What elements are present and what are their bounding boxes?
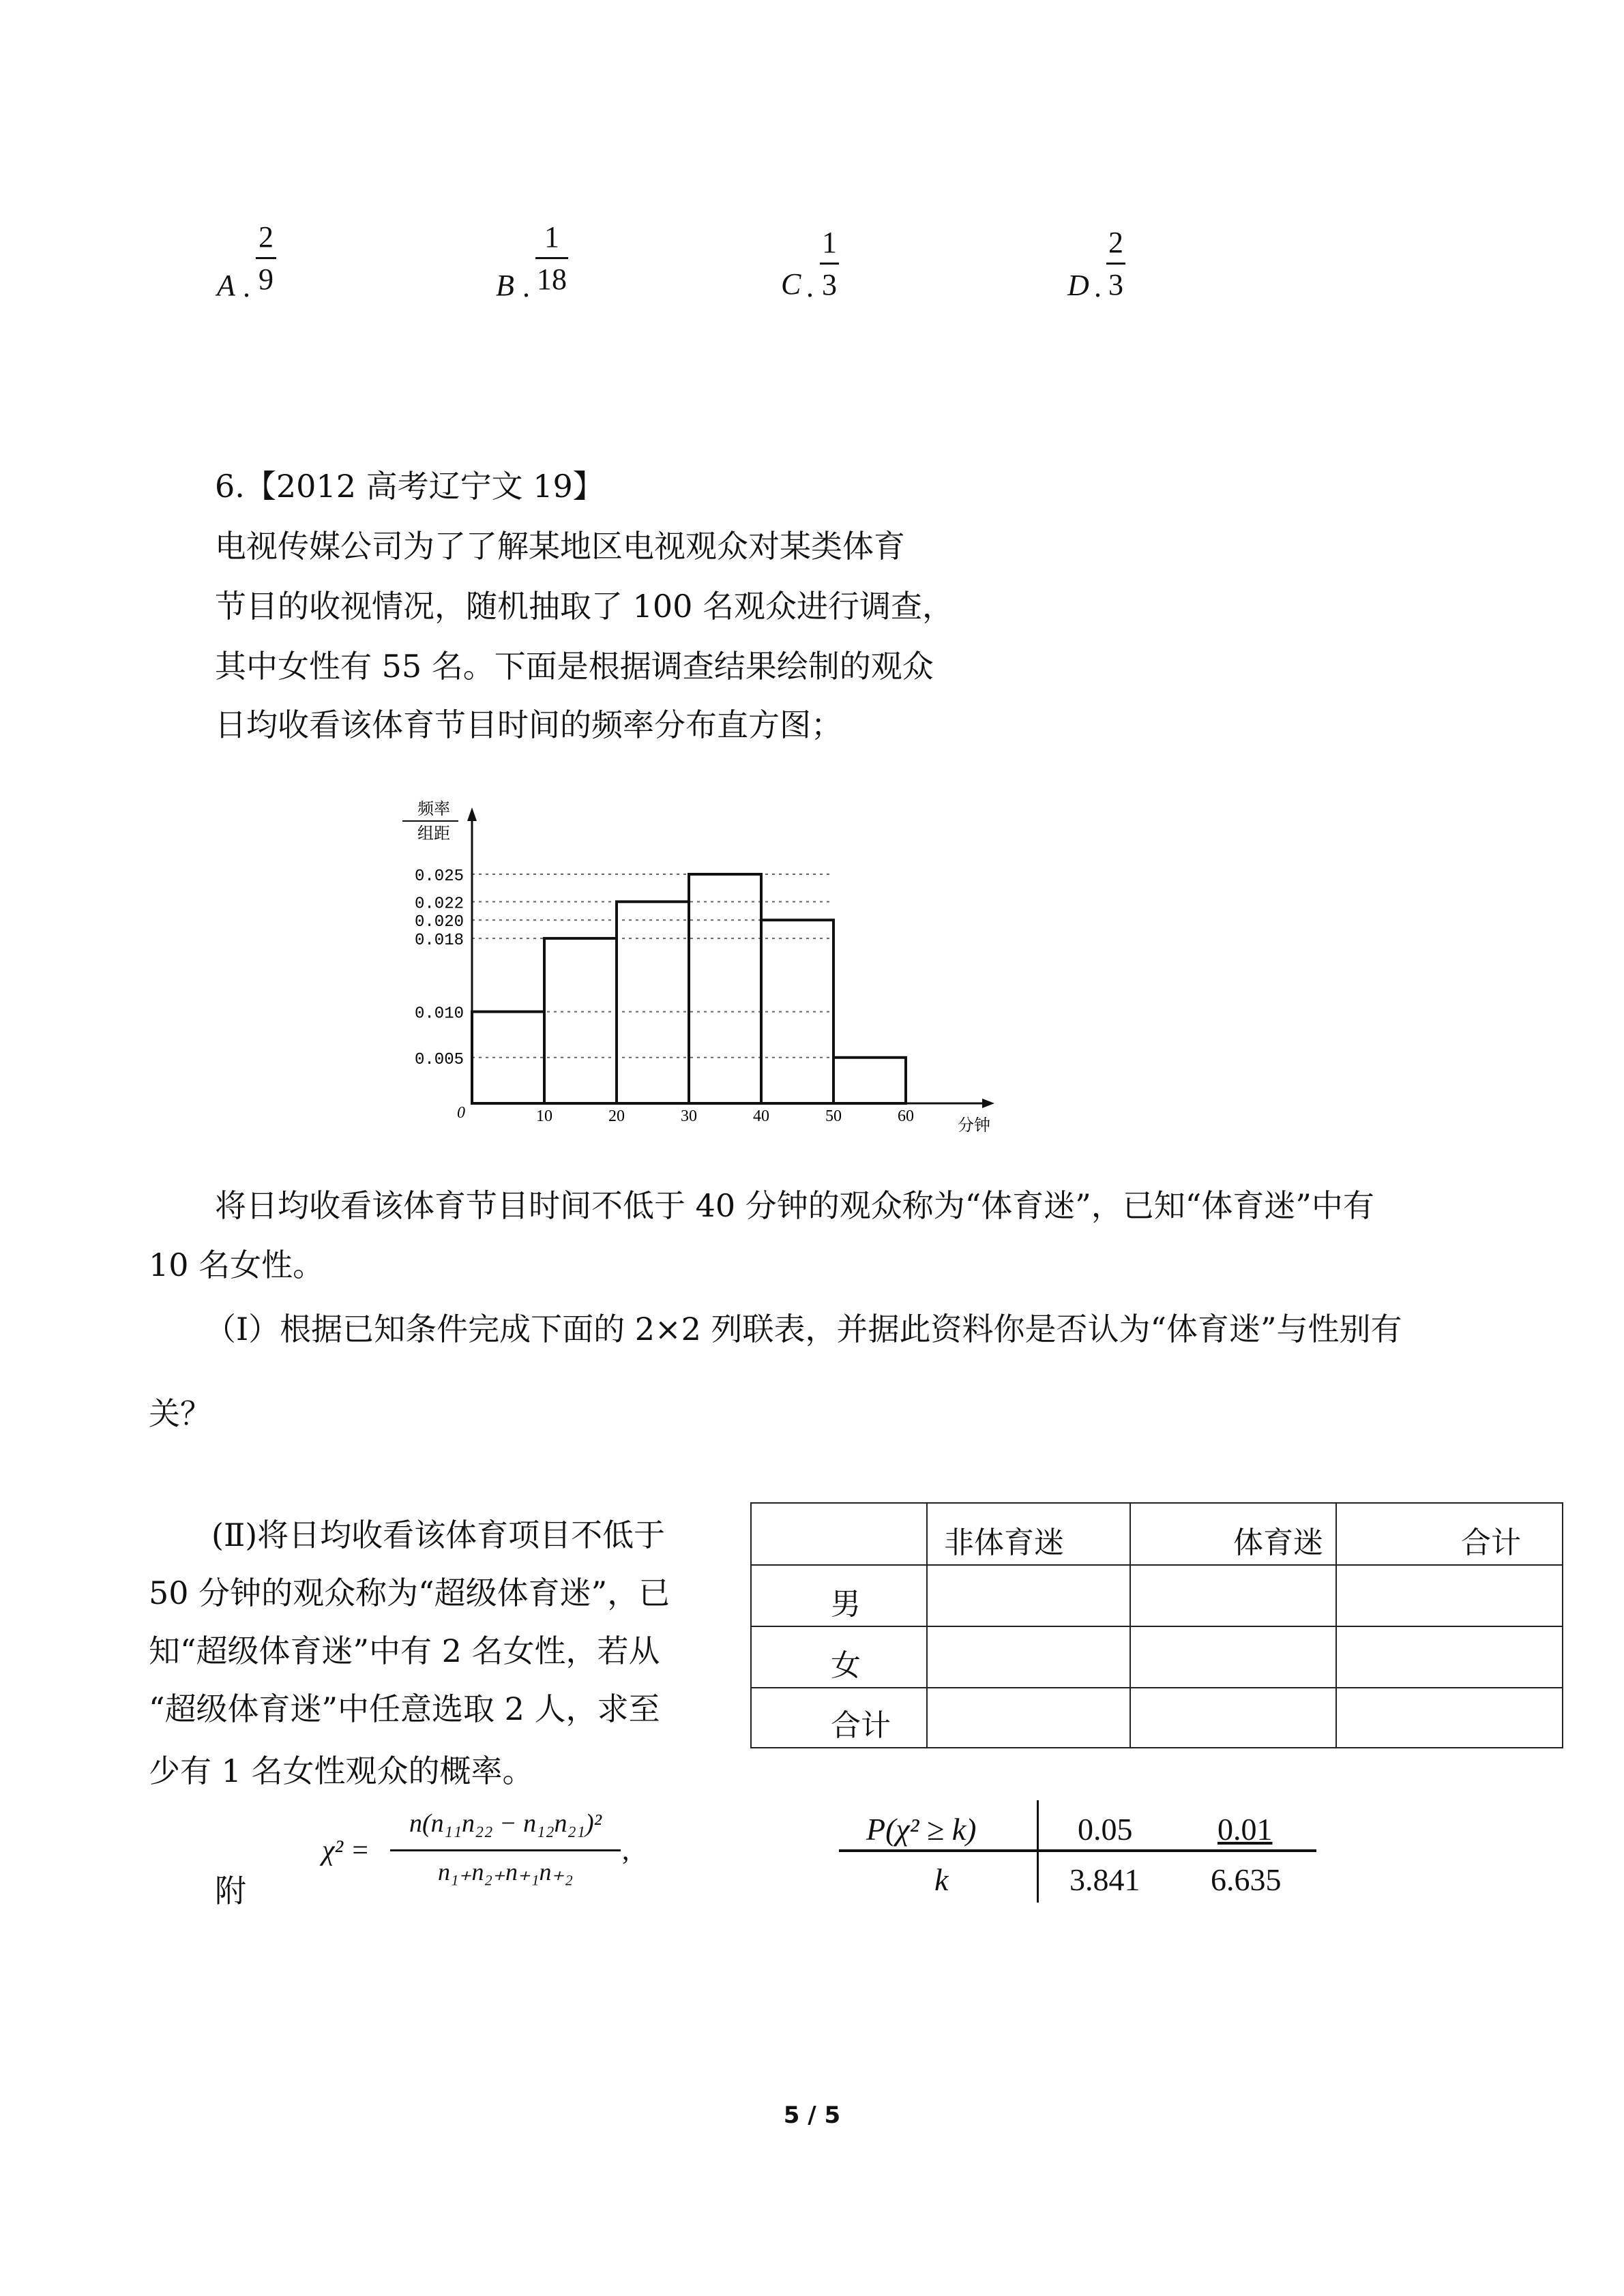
option-letter: D [1067,269,1089,302]
y-tick-label: 0.022 [415,895,464,914]
table-cell[interactable] [1336,1565,1563,1626]
histogram-bar [617,901,689,1103]
origin-label: 0 [457,1104,465,1122]
histogram-axes [467,807,994,1125]
y-axis-label-top: 频率 [417,799,450,818]
x-tick-label: 10 [536,1107,552,1125]
option-fraction: 2 3 [1106,225,1125,302]
question-title: 6.【2012 高考辽宁文 19】 [215,468,604,505]
y-tick-label: 0.018 [415,931,464,951]
x-tick-label: 60 [898,1107,914,1125]
chi-square-lhs: χ² = [322,1835,370,1866]
table-cell[interactable] [1130,1688,1336,1748]
option-letter: B [496,269,514,302]
table-cell[interactable] [1336,1688,1563,1748]
option-letter: C [781,267,801,301]
frequency-histogram [382,791,1023,1146]
part2-line: “超级体育迷”中任意选取 2 人，求至 [149,1690,660,1727]
y-tick-label: 0.025 [415,867,464,886]
table-rule [839,1849,1316,1852]
part2-line: 知“超级体育迷”中有 2 名女性，若从 [149,1632,660,1669]
table-cell[interactable] [1336,1626,1563,1688]
histogram-bar [833,1058,906,1103]
formula-trail: , [622,1835,630,1866]
histogram-gridlines [415,867,833,1069]
table-header-row [751,1503,1563,1565]
contingency-table [750,1502,1563,1748]
intro-line: 节目的收视情况，随机抽取了 100 名观众进行调查， [215,588,954,625]
x-tick-label: 40 [753,1107,769,1125]
part1-line: （Ⅰ）根据已知条件完成下面的 2×2 列联表，并据此资料你是否认为“体育迷”与性别有 [205,1311,1402,1347]
histogram-bar [689,874,761,1103]
table-header-cell: 合计 [1336,1503,1563,1565]
formula-denominator: n₁₊n₂₊n₊₁n₊₂ [437,1858,574,1885]
table-row [751,1688,1563,1748]
option-letter: A [217,269,235,302]
x-tick-label: 50 [825,1107,842,1125]
intro-line: 其中女性有 55 名。下面是根据调查结果绘制的观众 [215,648,934,685]
row-label: 女 [751,1626,927,1688]
x-axis-label: 分钟 [958,1116,990,1135]
table-cell[interactable] [1130,1565,1336,1626]
option-fraction: 2 9 [256,220,276,297]
x-tick-label: 20 [608,1107,625,1125]
appendix-label: 附 [215,1873,246,1909]
table-cell[interactable] [927,1688,1130,1748]
part2-line: 少有 1 名女性观众的概率。 [149,1753,534,1789]
part1-line: 关？ [149,1395,211,1432]
intro-line: 日均收看该体育节目时间的频率分布直方图； [215,706,842,743]
table-row [751,1626,1563,1688]
k-value: 6.635 [1211,1862,1282,1897]
part2-line: 50 分钟的观众称为“超级体育迷”，已 [149,1575,670,1611]
row-label: 合计 [751,1688,927,1748]
p-value: 0.05 [1078,1812,1133,1847]
table-divider [1037,1800,1039,1903]
k-row-label: k [934,1862,949,1897]
part2-line: (Ⅱ)将日均收看该体育项目不低于 [211,1517,666,1553]
paragraph-line: 将日均收看该体育节目时间不低于 40 分钟的观众称为“体育迷”，已知“体育迷”中有 [215,1187,1374,1224]
option-fraction: 1 18 [537,220,567,296]
histogram-bar [761,920,833,1103]
histogram-bar [544,938,617,1103]
formula-fraction-bar [390,1849,621,1851]
x-tick-label: 30 [681,1107,697,1125]
y-axis-label-bottom: 组距 [417,824,450,843]
option-fraction: 1 3 [820,225,839,302]
page-number: 5 / 5 [783,2102,841,2129]
table-header-cell: 体育迷 [1130,1503,1336,1565]
intro-line: 电视传媒公司为了了解某地区电视观众对某类体育 [215,528,905,565]
paragraph-line: 10 名女性。 [149,1247,325,1283]
y-tick-label: 0.005 [415,1050,464,1069]
k-value: 3.841 [1069,1862,1140,1897]
histogram-bars [472,874,906,1103]
table-row [751,1565,1563,1626]
y-tick-label: 0.020 [415,913,464,932]
table-cell[interactable] [927,1626,1130,1688]
formula-numerator: n(n₁₁n₂₂ − n₁₂n₂₁)² [409,1809,602,1838]
table-header-cell [751,1503,927,1565]
row-label: 男 [751,1565,927,1626]
x-axis-arrow [982,1099,994,1108]
p-value: 0.01 [1217,1812,1273,1847]
p-row-label: P(χ² ≥ k) [866,1812,977,1847]
table-header-cell: 非体育迷 [927,1503,1130,1565]
y-tick-label: 0.010 [415,1004,464,1024]
table-cell[interactable] [1130,1626,1336,1688]
table-cell[interactable] [927,1565,1130,1626]
y-axis-arrow [467,807,477,821]
